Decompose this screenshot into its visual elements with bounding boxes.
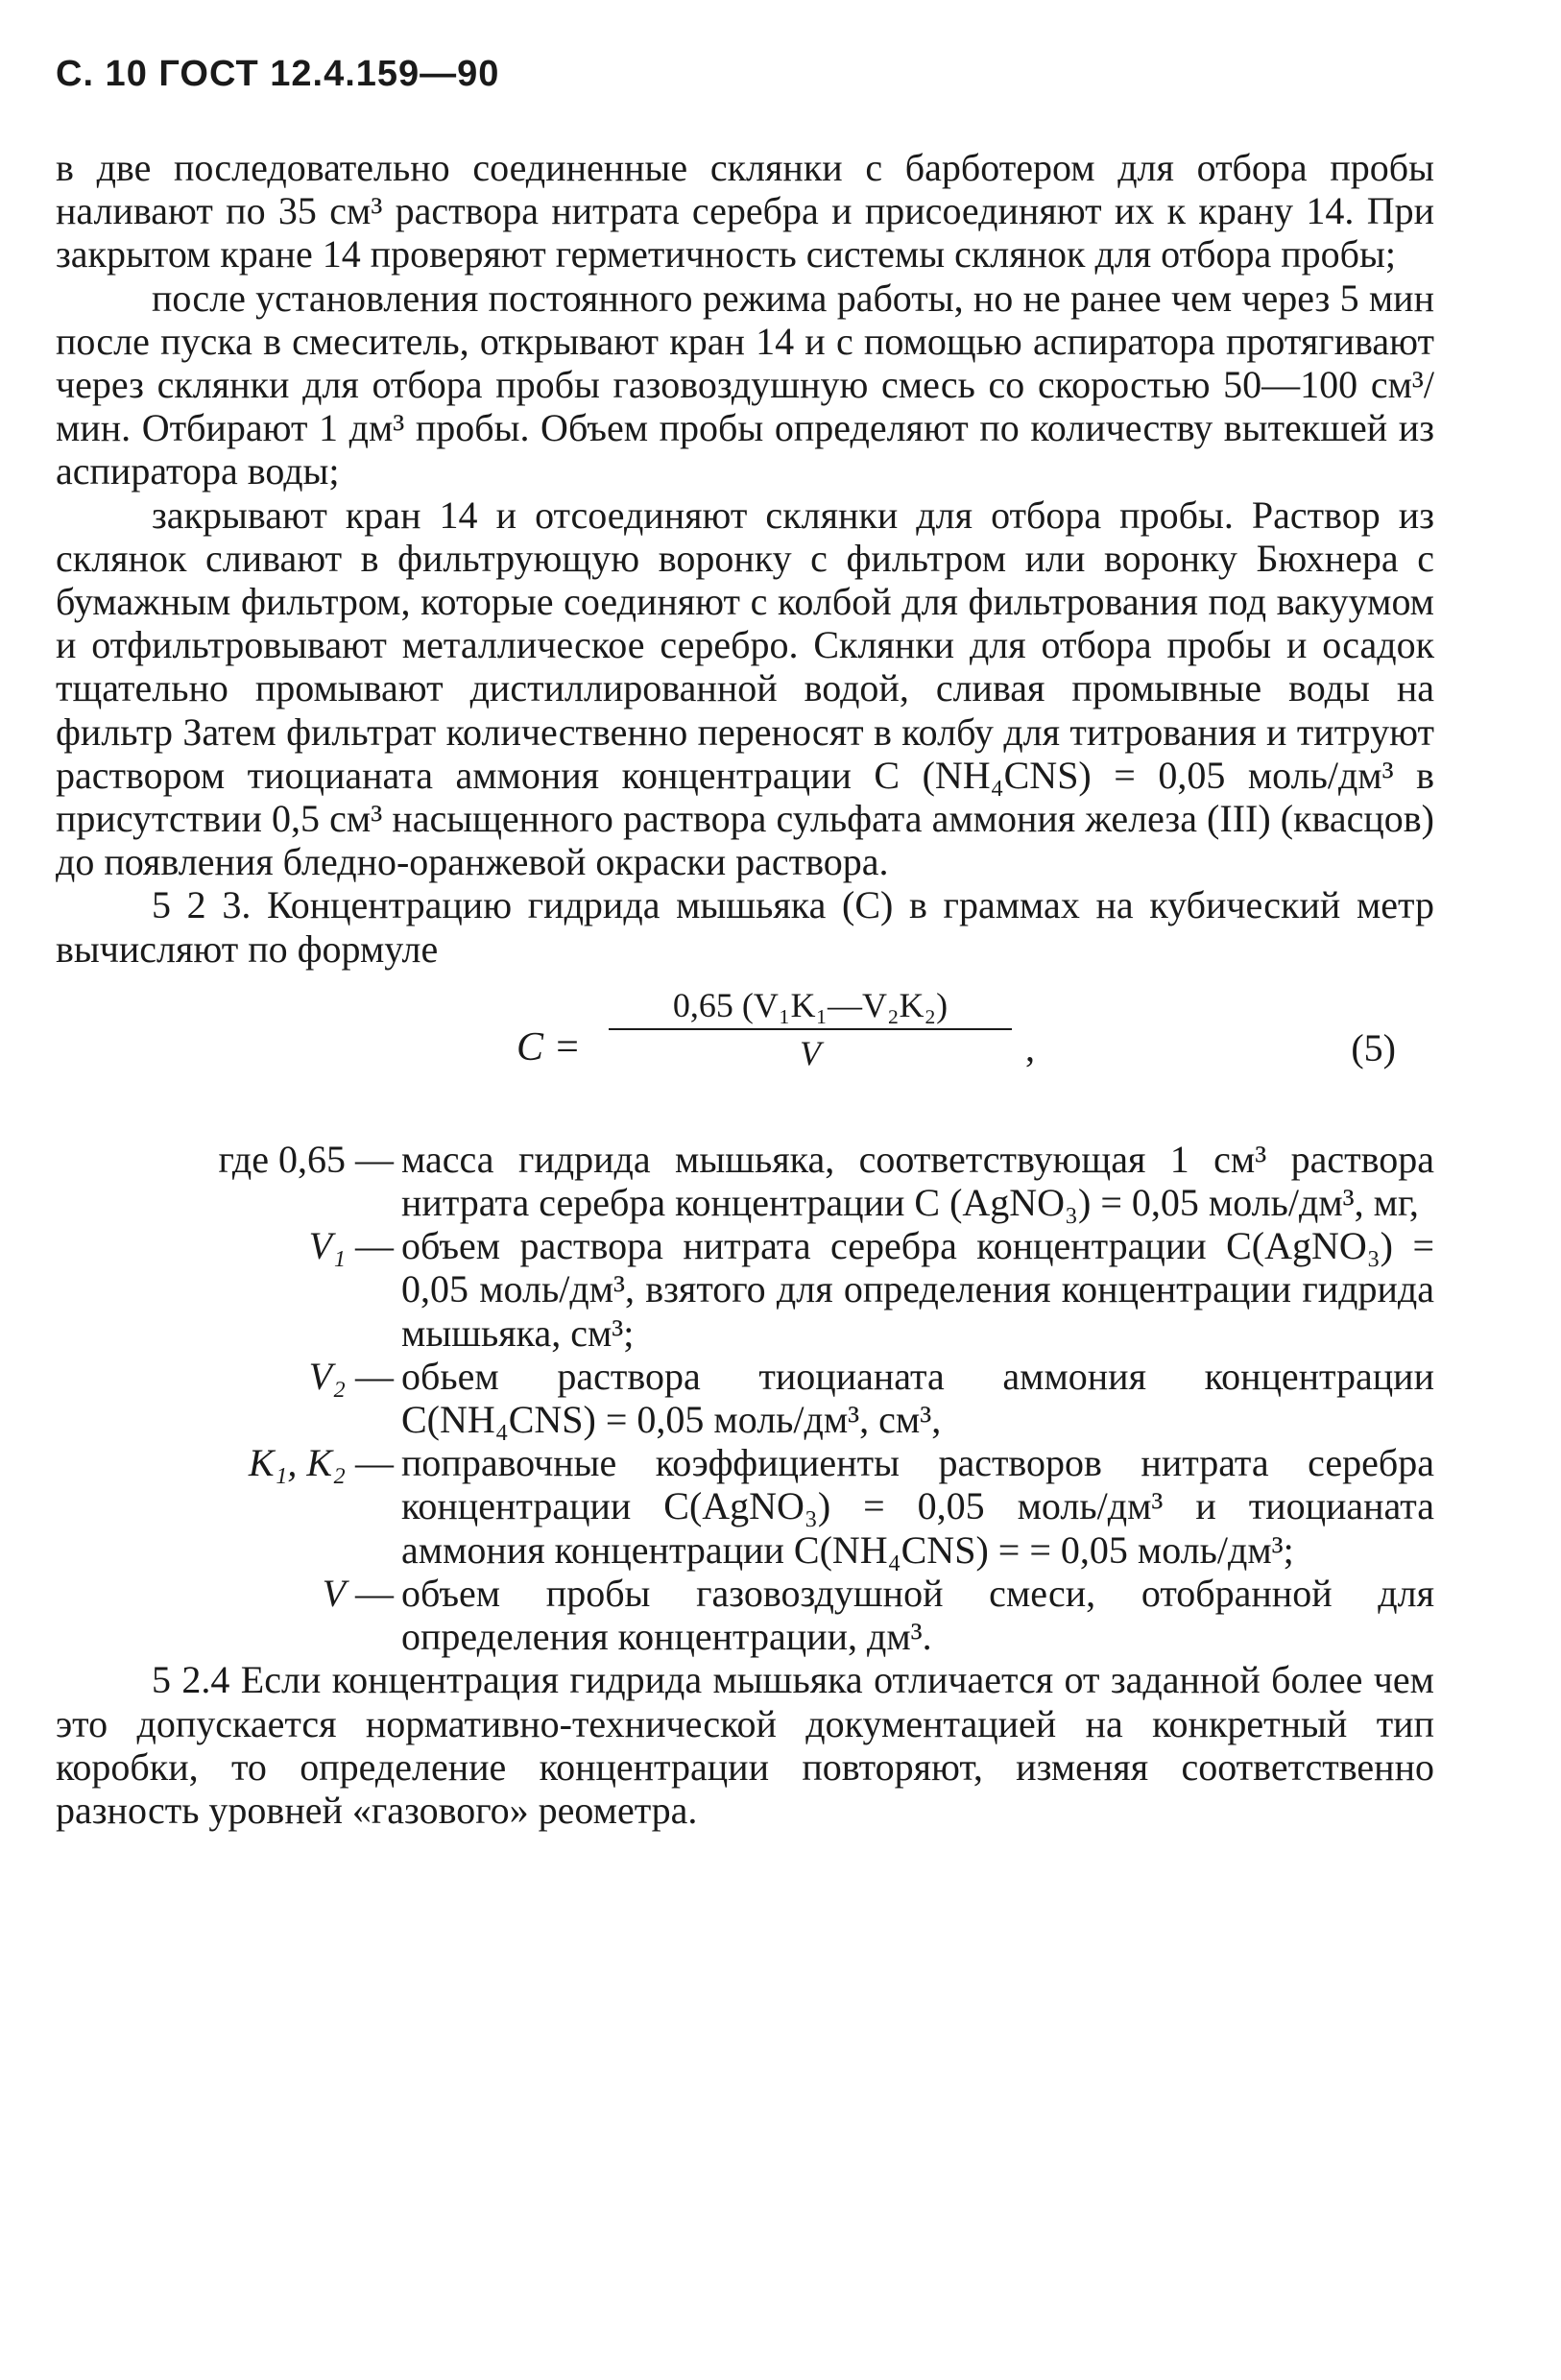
definition-dash: —	[355, 1354, 394, 1398]
definition-text: масса гидрида мышьяка, соответствующая 1 см³ раствора нитрата серебра концентрации C (AgNO₃) = 0,05 моль/дм³, мг,	[401, 1137, 1434, 1225]
definition-dash: —	[355, 1441, 394, 1485]
fraction-bar	[609, 1028, 1012, 1030]
definitions-list	[56, 1138, 1434, 1658]
definition-text: объем раствора нитрата серебра концентрации C(AgNO₃) = 0,05 моль/дм³, взятого для определения концентрации гидрида мышьяка, см³;	[401, 1224, 1434, 1355]
formula-comma: ,	[1025, 1025, 1035, 1070]
paragraph-4: 5 2 3. Концентрацию гидрида мышьяка (C) в граммах на кубический метр вычисляют по формуле	[56, 883, 1434, 971]
formula-5	[56, 978, 1434, 1122]
paragraph-1: в две последовательно соединенные склянки с барботером для отбора пробы наливают по 35 см³ раствора нитрата серебра и присоединяют их к крану 14. При закрытом кране 14 проверяют герметичность системы склянок для отбора пробы;	[56, 146, 1434, 276]
definition-row	[56, 1441, 1434, 1572]
definition-text: объем пробы газовоздушной смеси, отобранной для определения концентрации, дм³.	[401, 1571, 1434, 1659]
definition-row	[56, 1355, 1434, 1441]
definition-dash: —	[355, 1224, 394, 1268]
definition-dash: —	[355, 1137, 394, 1181]
page-header: С. 10 ГОСТ 12.4.159—90	[56, 54, 500, 94]
definition-row	[56, 1572, 1434, 1658]
body-text	[56, 146, 1434, 1832]
paragraph-3: закрывают кран 14 и отсоединяют склянки для отбора пробы. Раствор из склянок сливают в фильтрующую воронку с фильтром или воронку Бюхнера с бумажным фильтром, которые соединяют с колбой для фильтрования под вакуумом и отфильтровывают металлическое серебро. Склянки для отбора пробы и осадок тщательно промывают дистиллированной водой, сливая промывные воды на фильтр Затем фильтрат количественно переносят в колбу для титрования и титруют раствором тиоцианата аммония концентрации C (NH₄CNS) = 0,05 моль/дм³ в присутствии 0,5 см³ насыщенного раствора сульфата аммония железа (III) (квасцов) до появления бледно-оранжевой окраски раствора.	[56, 493, 1434, 884]
formula-lhs: C =	[516, 1024, 581, 1070]
formula-denominator: V	[800, 1033, 821, 1072]
formula-fraction	[609, 984, 1012, 1074]
definition-text: обьем раствора тиоцианата аммония концентрации C(NH₄CNS) = 0,05 моль/дм³, см³,	[401, 1354, 1434, 1442]
definition-text: поправочные коэффициенты растворов нитрата серебра концентрации C(AgNO₃) = 0,05 моль/дм³ и тиоцианата аммония концентрации C(NH₄CNS) = = 0,05 моль/дм³;	[401, 1441, 1434, 1572]
paragraph-5-2-4: 5 2.4 Если концентрация гидрида мышьяка отличается от заданной более чем это допускается нормативно-технической документацией на конкретный тип коробки, то определение концентрации повторяют, изменяя соответственно разность уровней «газового» реометра.	[56, 1658, 1434, 1832]
definition-dash: —	[355, 1571, 394, 1615]
paragraph-2: после установления постоянного режима работы, но не ранее чем через 5 мин после пуска в смеситель, открывают кран 14 и с помощью аспиратора протягивают через склянки для отбора пробы газовоздушную смесь со скоростью 50—100 см³/мин. Отбирают 1 дм³ пробы. Объем пробы определяют по количеству вытекшей из аспиратора воды;	[56, 276, 1434, 493]
formula-number: (5)	[1351, 1025, 1396, 1070]
definition-symbol: V	[322, 1571, 346, 1615]
definition-symbol: K₁, K₂	[248, 1441, 346, 1485]
definition-symbol: V₁	[308, 1224, 346, 1268]
definitions-lead: где	[218, 1137, 269, 1181]
definition-symbol: V₂	[308, 1354, 346, 1398]
definition-symbol: 0,65	[278, 1137, 346, 1181]
formula-numerator: 0,65 (V₁K₁—V₂K₂)	[672, 985, 949, 1024]
definition-row	[56, 1138, 1434, 1224]
definition-row	[56, 1224, 1434, 1355]
